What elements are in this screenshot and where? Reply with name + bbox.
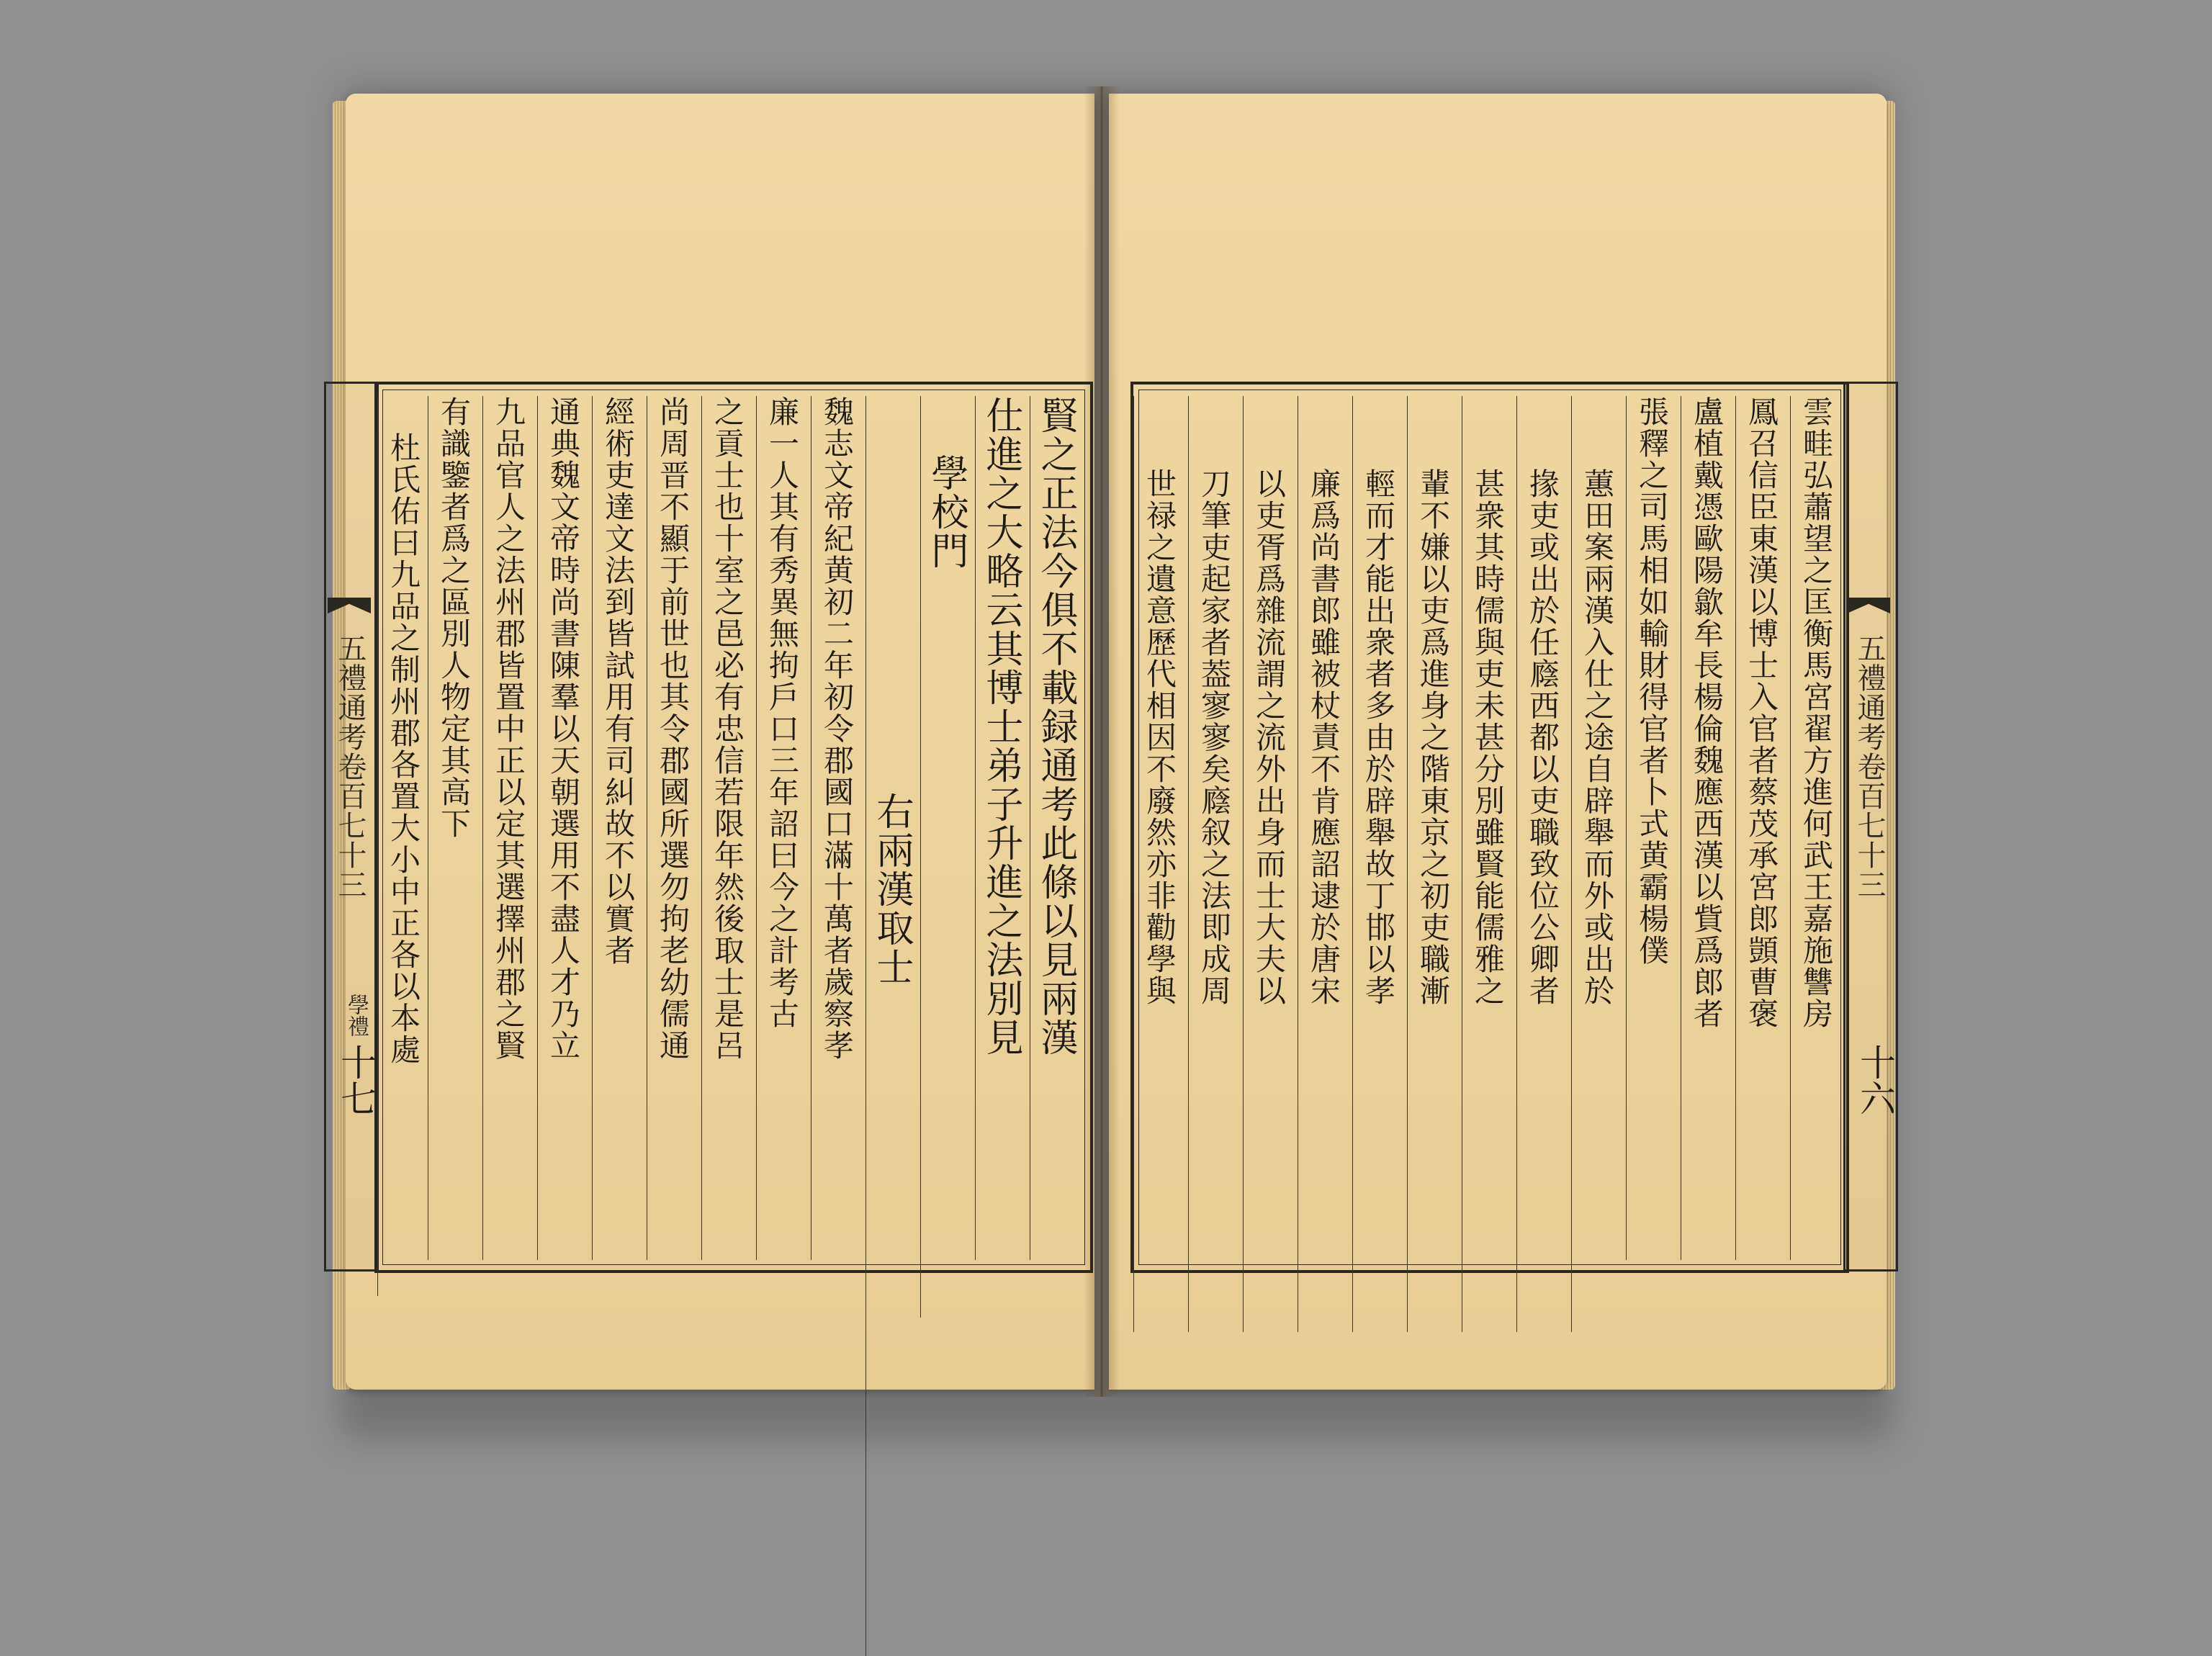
- right-col-2: 鳳召信臣東漢以博士入官者蔡茂承宮郎顗曹褒: [1735, 396, 1786, 1260]
- right-col-1: 雲畦弘蕭望之匡衡馬宮翟方進何武王嘉施讐房: [1790, 396, 1841, 1260]
- right-col-7: 甚衆其時儒與吏未甚分別雖賢能儒雅之: [1462, 396, 1513, 1332]
- left-col-7: 之貢士也十室之邑必有忠信若限年然後取士是呂: [701, 396, 752, 1260]
- left-col-8: 尚周晋不顯于前世也其令郡國所選勿拘老幼儒通: [647, 396, 698, 1260]
- right-page-number: 十六: [1854, 1044, 1896, 1116]
- right-col-5: 蕙田案兩漢入仕之途自辟舉而外或出於: [1571, 396, 1622, 1332]
- left-margin-title: 五禮通考卷百七十三: [333, 634, 367, 899]
- left-col-5: 魏志文帝紀黄初二年初令郡國口滿十萬者歲察孝: [811, 396, 862, 1260]
- right-col-12: 刀筆吏起家者葢寥寥矣廕叙之法即成周: [1188, 396, 1239, 1332]
- left-col-3: 學校門: [920, 396, 971, 1318]
- left-col-10: 通典魏文帝時尚書陳羣以天朝選用不盡人才乃立: [537, 396, 588, 1260]
- right-col-11: 以吏胥爲雜流謂之流外出身而士大夫以: [1243, 396, 1294, 1332]
- left-col-2: 仕進之大略云其博士弟子升進之法別見: [975, 396, 1026, 1260]
- right-col-9: 輕而才能出衆者多由於辟舉故丁邯以孝: [1352, 396, 1403, 1332]
- right-col-4: 張釋之司馬相如輸財得官者卜式黄霸楊僕: [1626, 396, 1677, 1260]
- right-col-3: 盧植戴憑歐陽歙牟長楊倫魏應西漢以貲爲郎者: [1681, 396, 1732, 1260]
- left-col-4: 右兩漢取士: [866, 396, 917, 1656]
- right-col-8: 輩不嫌以吏爲進身之階東京之初吏職漸: [1407, 396, 1458, 1332]
- left-col-9: 經術吏達文法到皆試用有司糾故不以實者: [592, 396, 643, 1260]
- left-page-number: 十七: [335, 1044, 377, 1116]
- left-col-12: 有識鑒者爲之區別人物定其高下: [428, 396, 479, 1260]
- left-col-6: 廉一人其有秀異無拘戶口三年詔曰今之計考古: [756, 396, 807, 1260]
- right-col-13: 世禄之遺意歷代相因不廢然亦非勸學與: [1133, 396, 1184, 1332]
- right-margin-title: 五禮通考卷百七十三: [1853, 634, 1886, 899]
- left-col-1: 賢之正法今俱不載録通考此條以見兩漢: [1030, 396, 1081, 1260]
- left-margin-section: 學禮: [343, 994, 369, 1037]
- left-col-13: 杜氏佑曰九品之制州郡各置大小中正各以本處: [377, 396, 428, 1296]
- left-col-11: 九品官人之法州郡皆置中正以定其選擇州郡之賢: [482, 396, 534, 1260]
- right-col-10: 廉爲尚書郎雖被杖責不肯應詔逮於唐宋: [1298, 396, 1349, 1332]
- right-col-6: 掾吏或出於任廕西都以吏職致位公卿者: [1516, 396, 1568, 1332]
